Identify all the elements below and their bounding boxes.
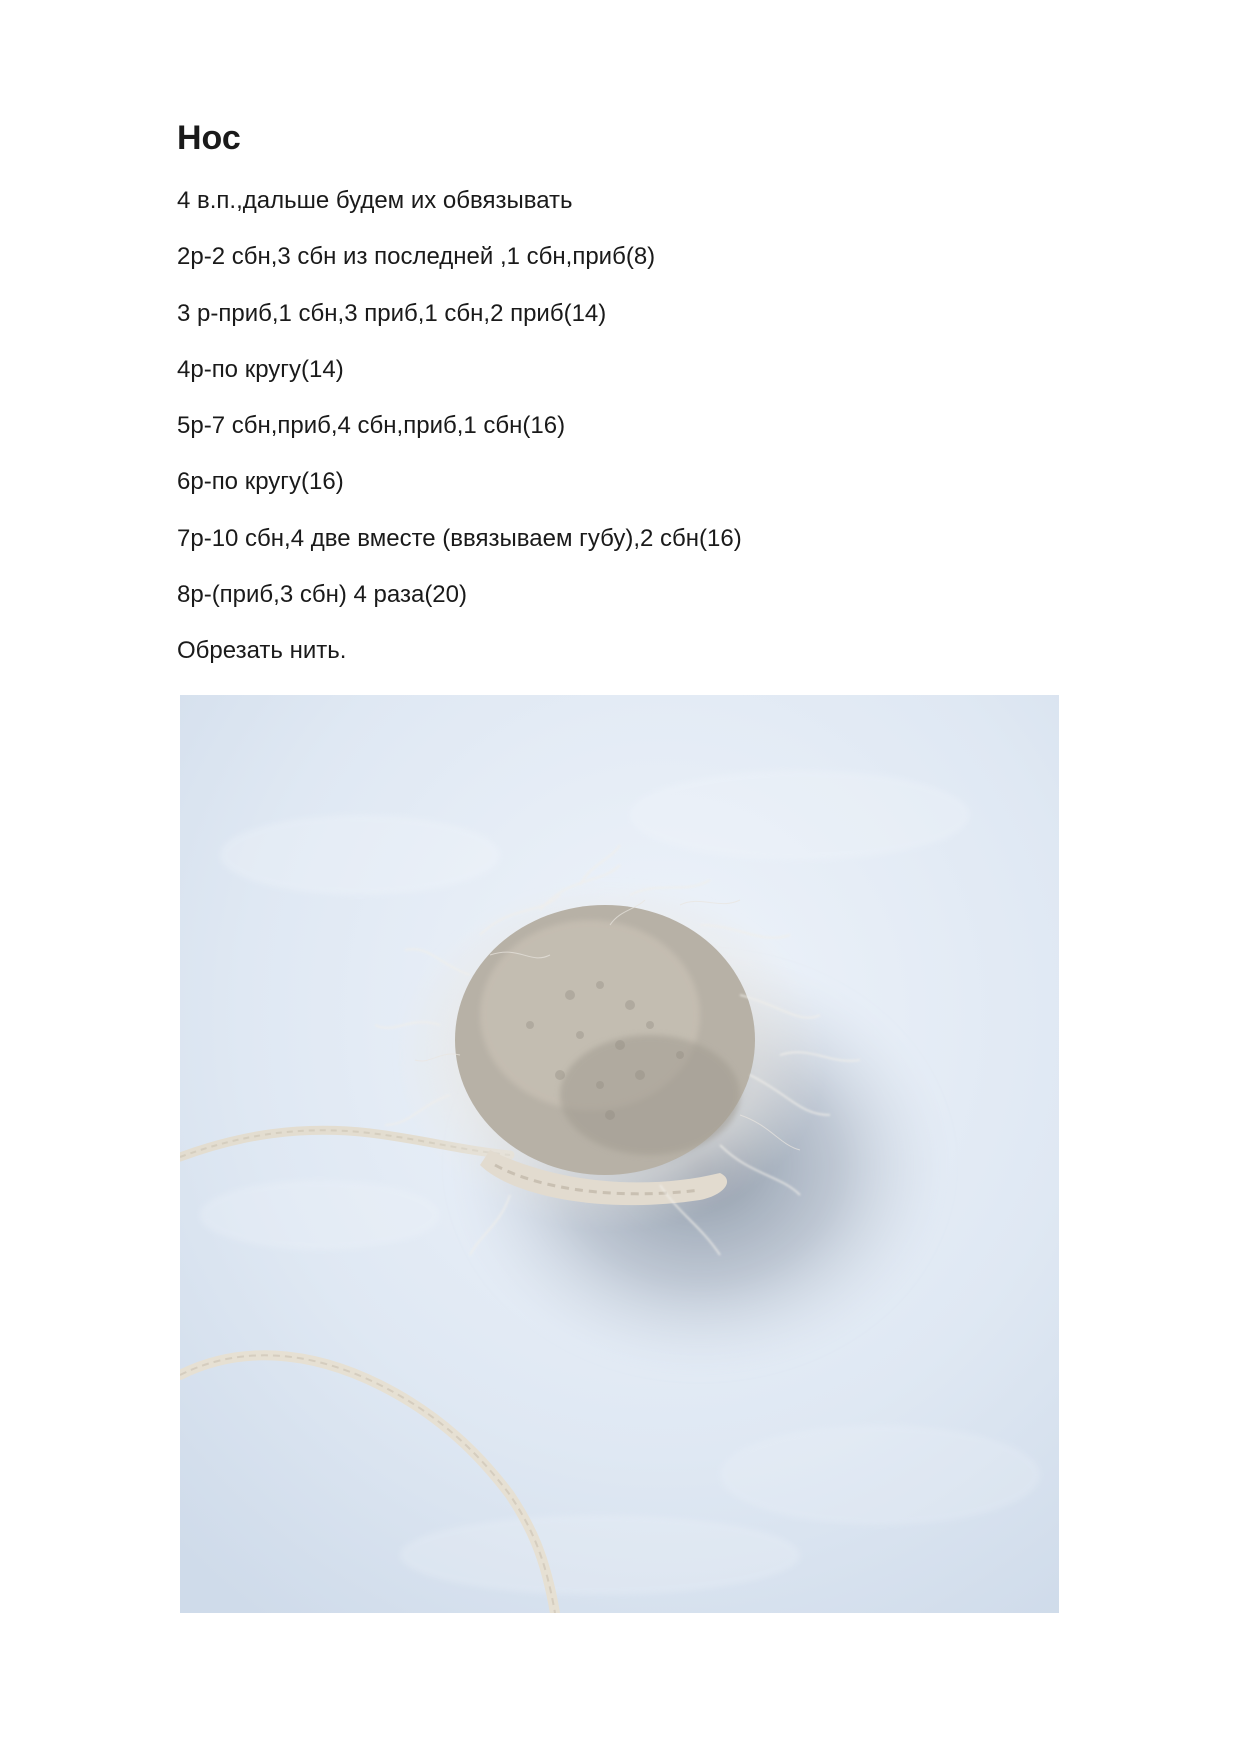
step-line: 7р-10 сбн,4 две вместе (ввязываем губу),2 сбн(16) [177, 524, 742, 552]
pattern-steps [177, 186, 742, 693]
section-title: Нос [177, 119, 241, 157]
step-line: 4р-по кругу(14) [177, 355, 344, 383]
crochet-nose-photo [180, 695, 1059, 1613]
photo-illustration [180, 695, 1059, 1613]
step-line: 4 в.п.,дальше будем их обвязывать [177, 187, 573, 214]
step-line: Обрезать нить. [177, 637, 347, 665]
step-line: 8р-(приб,3 сбн) 4 раза(20) [177, 581, 467, 609]
step-line: 2р-2 сбн,3 сбн из последней ,1 сбн,приб(8) [177, 243, 656, 271]
step-line: 3 р-приб,1 сбн,3 приб,1 сбн,2 приб(14) [177, 299, 607, 327]
step-line: 5р-7 сбн,приб,4 сбн,приб,1 сбн(16) [177, 412, 566, 440]
step-line: 6р-по кругу(16) [177, 468, 344, 496]
